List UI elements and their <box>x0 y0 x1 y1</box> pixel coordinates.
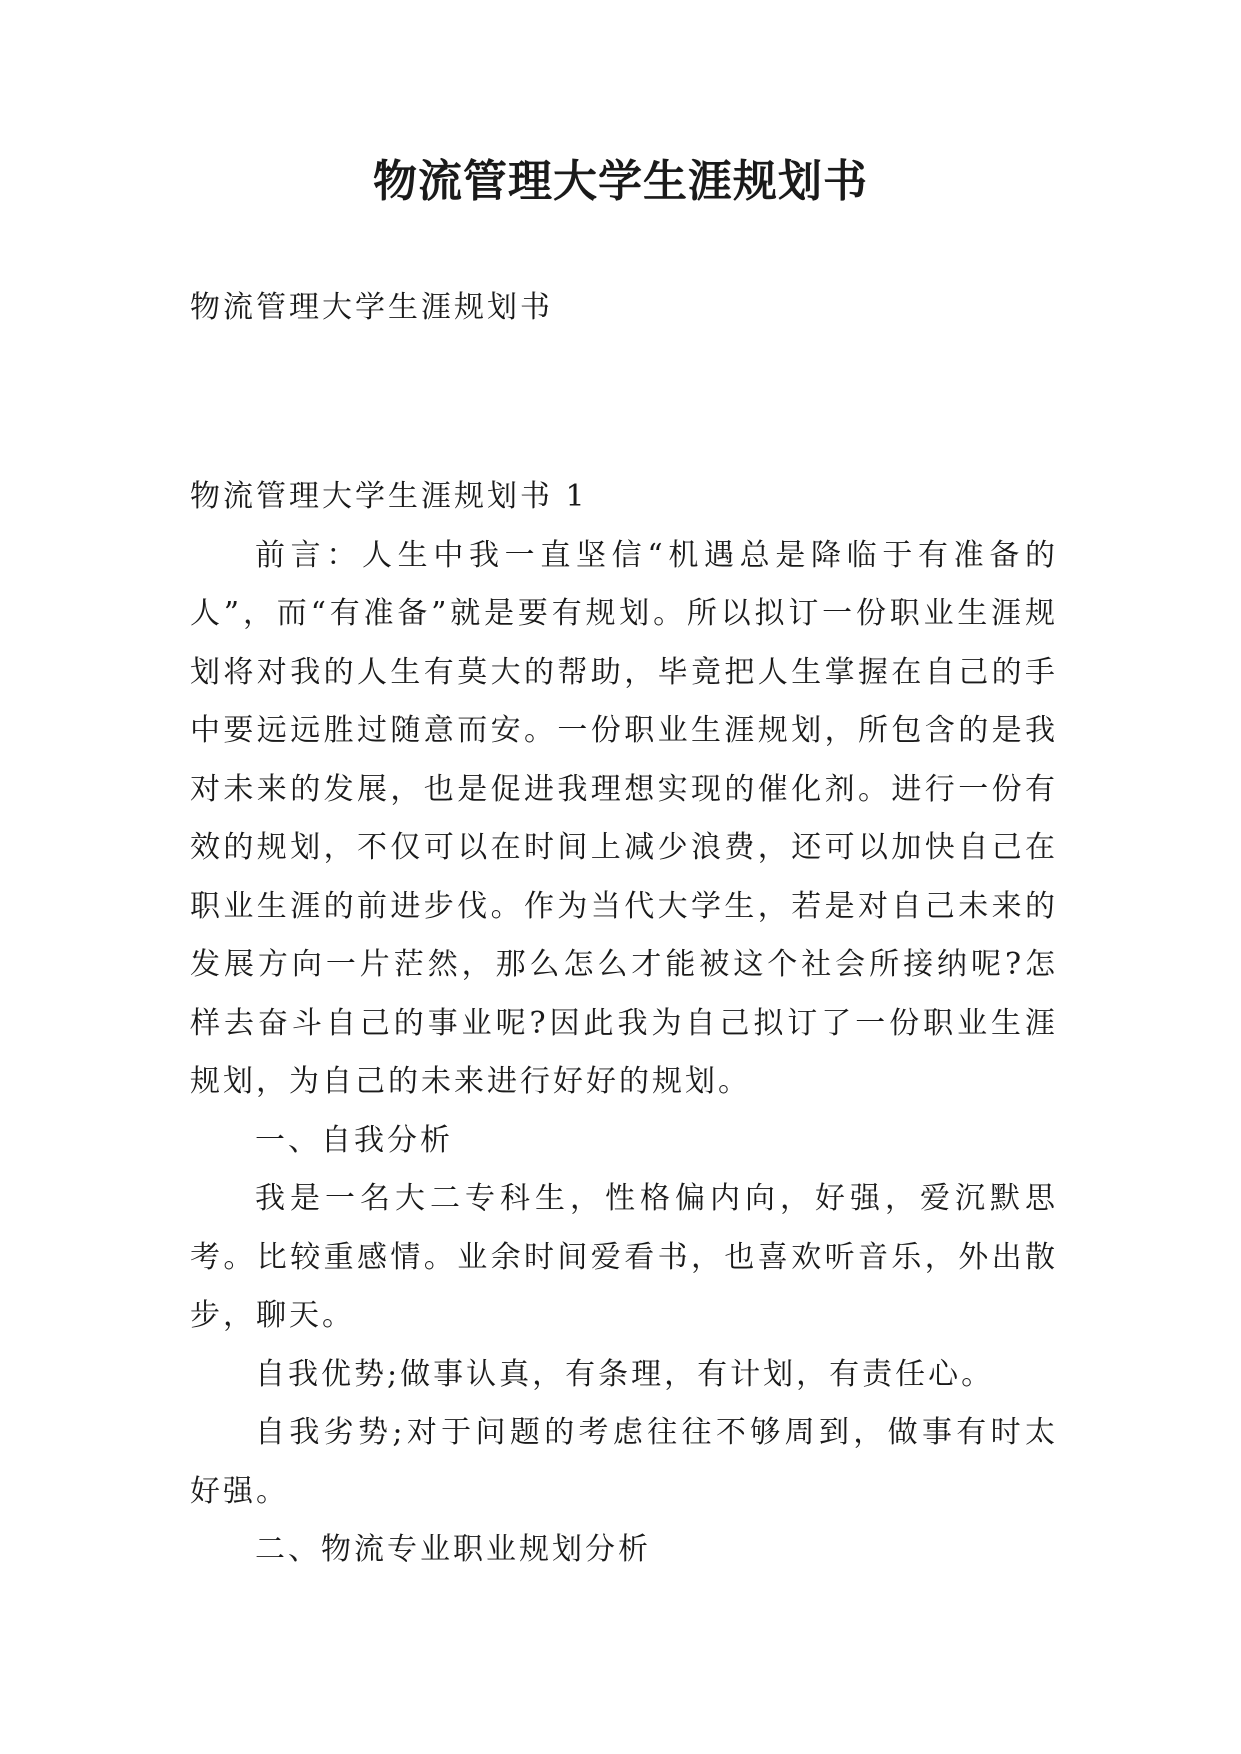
section-heading: 物流管理大学生涯规划书 1 <box>190 479 588 514</box>
self-description-paragraph: 我是一名大二专科生，性格偏内向，好强，爱沉默思考。比较重感情。业余时间爱看书，也喜欢听音乐，外出散步，聊天。 <box>190 1181 1058 1333</box>
document-subtitle: 物流管理大学生涯规划书 <box>190 290 553 325</box>
heading-self-analysis: 一、自我分析 <box>255 1122 453 1158</box>
strengths-paragraph: 自我优势;做事认真，有条理，有计划，有责任心。 <box>255 1356 995 1392</box>
preface-paragraph: 前言：人生中我一直坚信“机遇总是降临于有准备的人”，而“有准备”就是要有规划。所以拟订一份职业生涯规划将对我的人生有莫大的帮助，毕竟把人生掌握在自己的手中要远远胜过随意而安。一份职业生涯规划，所包含的是我对未来的发展，也是促进我理想实现的催化剂。进行一份有效的规划，不仅可以在时间上减少浪费，还可以加快自己在职业生涯的前进步伐。作为当代大学生，若是对自己未来的发展方向一片茫然，那么怎么才能被这个社会所接纳呢?怎样去奋斗自己的事业呢?因此我为自己拟订了一份职业生涯规划，为自己的未来进行好好的规划。 <box>190 537 1058 1099</box>
document-title: 物流管理大学生涯规划书 <box>373 156 868 207</box>
weaknesses-paragraph: 自我劣势;对于问题的考虑往往不够周到，做事有时太好强。 <box>190 1415 1058 1509</box>
heading-career-analysis: 二、物流专业职业规划分析 <box>255 1532 651 1567</box>
document-body <box>190 468 1058 1580</box>
